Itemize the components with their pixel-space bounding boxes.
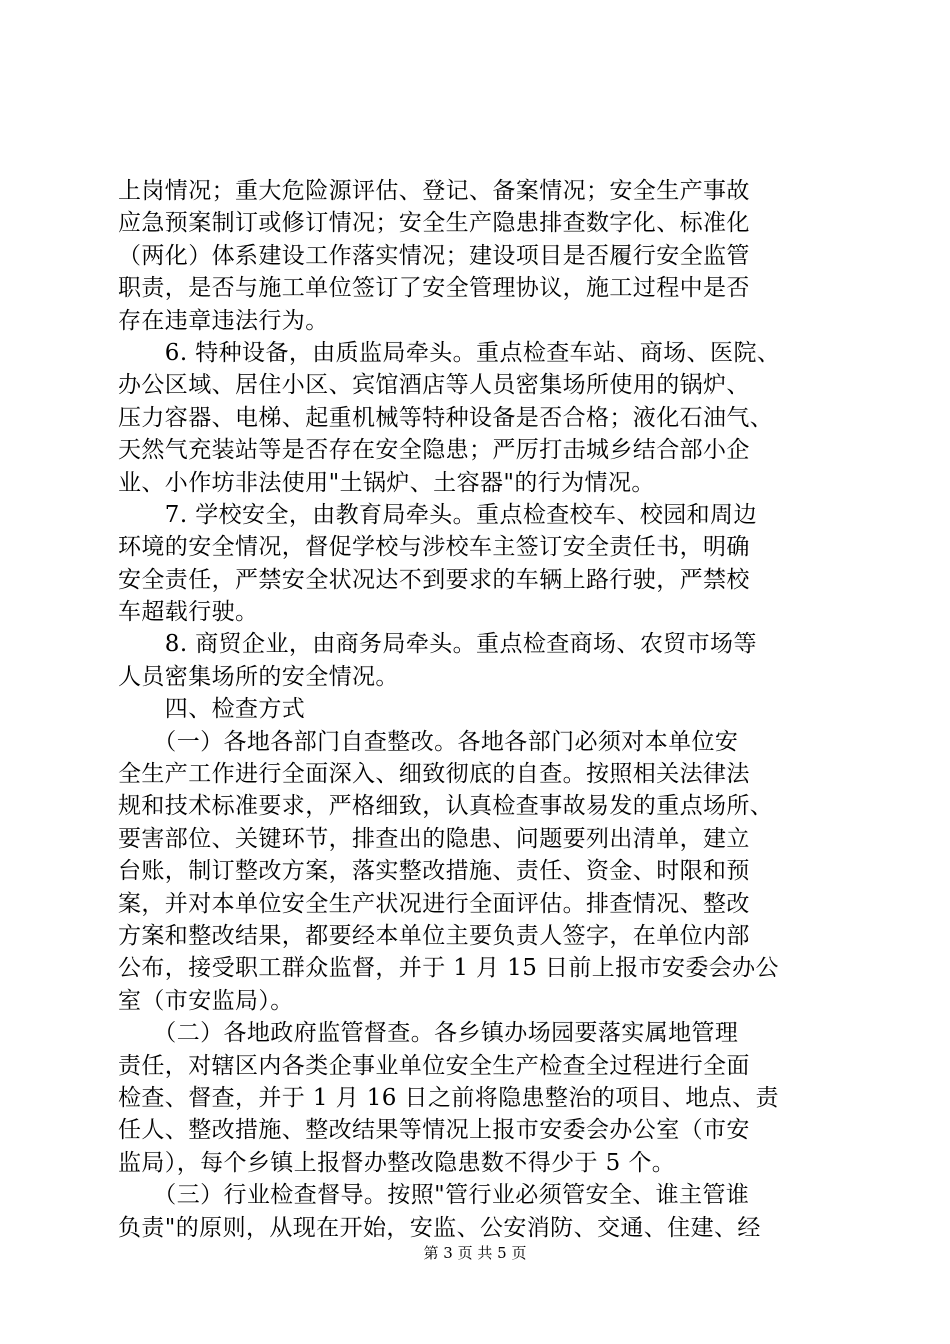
text-line: 案，并对本单位安全生产状况进行全面评估。排查情况、整改 — [118, 890, 750, 917]
text-line: 应急预案制订或修订情况；安全生产隐患排查数字化、标准化 — [118, 210, 750, 237]
text-line: 公布，接受职工群众监督，并于 1 月 15 日前上报市安委会办公 — [118, 955, 779, 982]
page-number-footer: 第 3 页 共 5 页 — [423, 1244, 527, 1262]
text-line: 存在违章违法行为。 — [118, 307, 329, 334]
text-line: 7. 学校安全，由教育局牵头。重点检查校车、校园和周边 — [118, 501, 757, 528]
text-line: （二）各地政府监管督查。各乡镇办场园要落实属地管理 — [118, 1020, 739, 1047]
text-line: （三）行业检查督导。按照"管行业必须管安全、谁主管谁 — [118, 1182, 750, 1209]
text-line: 压力容器、电梯、起重机械等特种设备是否合格；液化石油气、 — [118, 404, 774, 431]
text-line: 环境的安全情况，督促学校与涉校车主签订安全责任书，明确 — [118, 534, 750, 561]
text-line: 人员密集场所的安全情况。 — [118, 663, 399, 690]
text-line: 业、小作坊非法使用"土锅炉、土容器"的行为情况。 — [118, 469, 655, 496]
text-line: 要害部位、关键环节，排查出的隐患、问题要列出清单，建立 — [118, 825, 750, 852]
text-line: 上岗情况；重大危险源评估、登记、备案情况；安全生产事故 — [118, 178, 750, 204]
text-line: 责任，对辖区内各类企事业单位安全生产检查全过程进行全面 — [118, 1052, 750, 1079]
text-line: 规和技术标准要求，严格细致，认真检查事故易发的重点场所、 — [118, 793, 774, 820]
text-line: 8. 商贸企业，由商务局牵头。重点检查商场、农贸市场等 — [118, 631, 757, 658]
text-line: 台账，制订整改方案，落实整改措施、责任、资金、时限和预 — [118, 858, 750, 885]
text-line: （两化）体系建设工作落实情况；建设项目是否履行安全监管 — [118, 242, 750, 269]
text-line: （一）各地各部门自查整改。各地各部门必须对本单位安 — [118, 728, 739, 755]
text-line: 6. 特种设备，由质监局牵头。重点检查车站、商场、医院、 — [118, 339, 781, 366]
text-line: 办公区域、居住小区、宾馆酒店等人员密集场所使用的锅炉、 — [118, 372, 750, 399]
document-body — [118, 175, 838, 1244]
text-line: 方案和整改结果，都要经本单位主要负责人签字，在单位内部 — [118, 922, 750, 949]
text-line: 车超载行驶。 — [118, 599, 259, 626]
text-line: 全生产工作进行全面深入、细致彻底的自查。按照相关法律法 — [118, 761, 750, 788]
section-heading: 四、检查方式 — [118, 696, 306, 723]
text-line: 检查、督查，并于 1 月 16 日之前将隐患整治的项目、地点、责 — [118, 1084, 779, 1111]
text-line: 天然气充装站等是否存在安全隐患；严厉打击城乡结合部小企 — [118, 437, 750, 464]
text-line: 安全责任，严禁安全状况达不到要求的车辆上路行驶，严禁校 — [118, 566, 750, 593]
text-line: 负责"的原则，从现在开始，安监、公安消防、交通、住建、经 — [118, 1214, 761, 1241]
text-line: 监局），每个乡镇上报督办整改隐患数不得少于 5 个。 — [118, 1149, 676, 1176]
text-line: 室（市安监局）。 — [118, 987, 294, 1014]
text-line: 职责，是否与施工单位签订了安全管理协议，施工过程中是否 — [118, 275, 750, 302]
text-line: 任人、整改措施、整改结果等情况上报市安委会办公室（市安 — [118, 1117, 750, 1144]
